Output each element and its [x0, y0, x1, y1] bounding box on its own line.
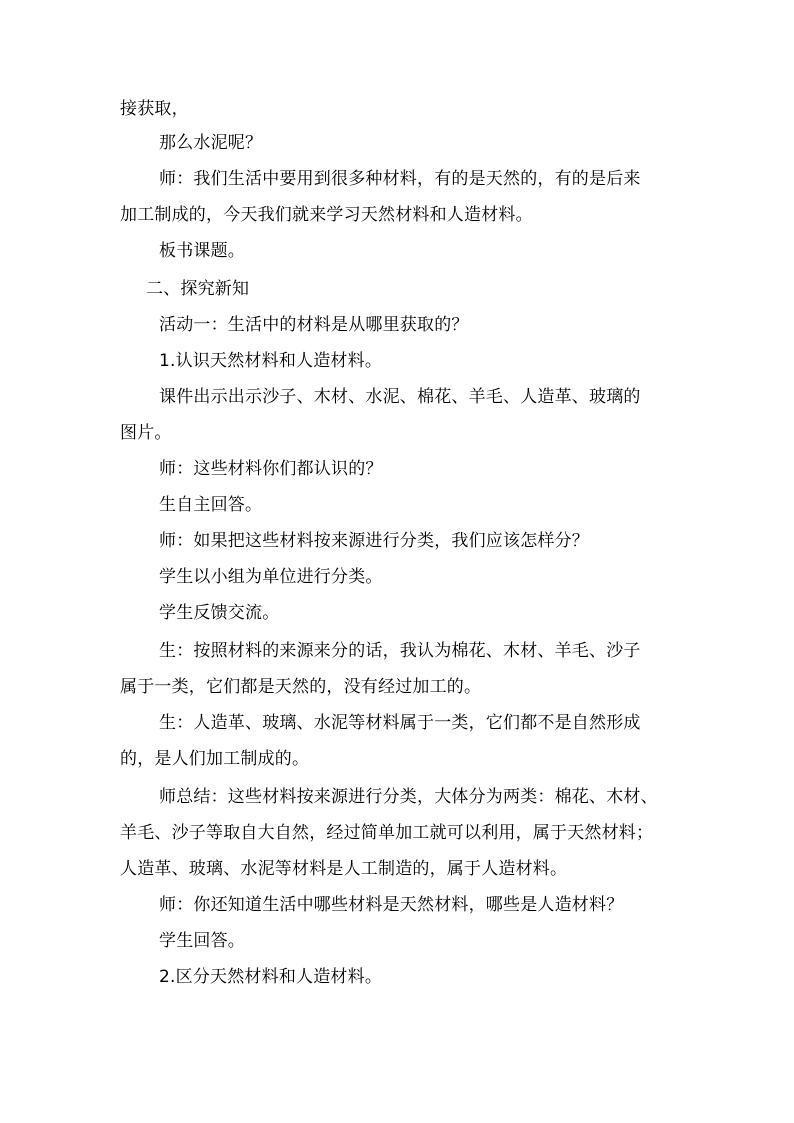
text-line: 师：你还知道生活中哪些材料是天然材料，哪些是人造材料？	[159, 895, 624, 915]
text-line: 活动一：生活中的材料是从哪里获取的？	[159, 315, 469, 335]
text-line: 加工制成的，今天我们就来学习天然材料和人造材料。	[120, 205, 533, 225]
text-line: 人造革、玻璃、水泥等材料是人工制造的，属于人造材料。	[120, 859, 568, 879]
text-line: 生：按照材料的来源来分的话，我认为棉花、木材、羊毛、沙子	[159, 641, 641, 661]
text-line: 的，是人们加工制成的。	[120, 749, 310, 769]
subheading: 2.区分天然材料和人造材料。	[159, 967, 383, 987]
text-line: 生自主回答。	[159, 495, 263, 515]
text-line: 学生以小组为单位进行分类。	[159, 567, 383, 587]
text-line: 板书课题。	[159, 241, 245, 261]
subheading: 1.认识天然材料和人造材料。	[159, 351, 383, 371]
section-heading: 二、探究新知	[146, 279, 250, 299]
text-line: 图片。	[120, 423, 172, 443]
text-line: 接获取，	[120, 99, 189, 119]
text-line: 生：人造革、玻璃、水泥等材料属于一类，它们都不是自然形成	[159, 713, 641, 733]
text-line: 课件出示出示沙子、木材、水泥、棉花、羊毛、人造革、玻璃的	[159, 387, 641, 407]
text-line: 学生反馈交流。	[159, 603, 280, 623]
text-line: 师总结：这些材料按来源进行分类，大体分为两类：棉花、木材、	[159, 787, 658, 807]
text-line: 学生回答。	[159, 931, 245, 951]
text-line: 师：如果把这些材料按来源进行分类，我们应该怎样分？	[159, 531, 589, 551]
text-line: 羊毛、沙子等取自大自然，经过简单加工就可以利用，属于天然材料；	[120, 823, 654, 843]
text-line: 师：这些材料你们都认识的？	[159, 459, 383, 479]
text-line: 那么水泥呢？	[159, 133, 263, 153]
text-line: 师：我们生活中要用到很多种材料，有的是天然的，有的是后来	[159, 169, 641, 189]
text-line: 属于一类，它们都是天然的，没有经过加工的。	[120, 677, 482, 697]
